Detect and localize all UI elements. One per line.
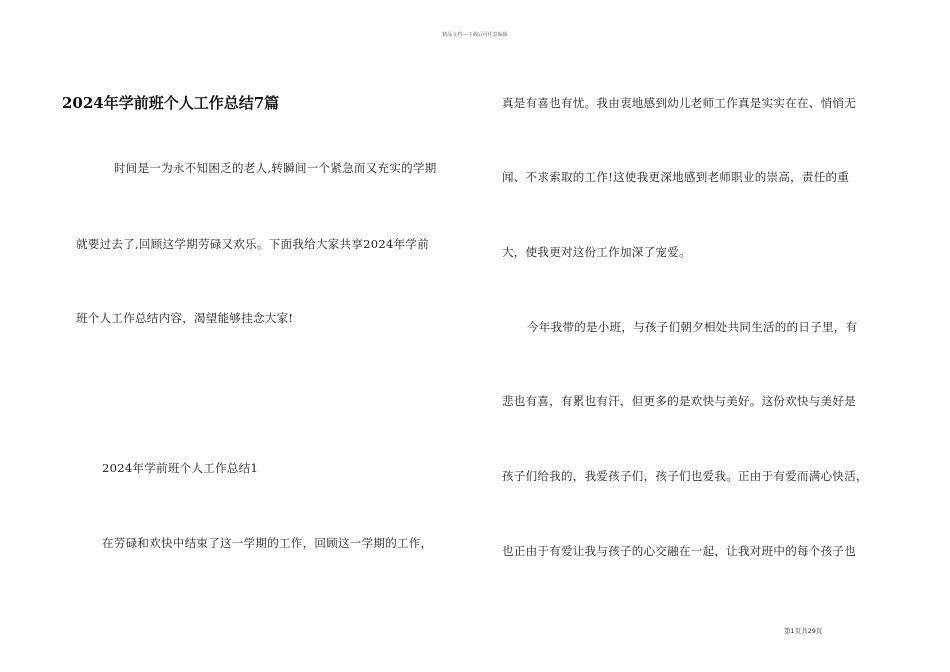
- intro-line-2: 就要过去了,回顾这学期劳碌又欢乐。下面我给大家共享2024年学前: [76, 237, 430, 251]
- right-line-7: 也正由于有爱让我与孩子的心交融在一起，让我对班中的每个孩子也: [502, 544, 856, 558]
- document-title: 2024年学前班个人工作总结7篇: [62, 94, 280, 112]
- section-subheading: 2024年学前班个人工作总结1: [102, 461, 259, 475]
- intro-line-1: 时间是一为永不知困乏的老人,转瞬间一个紧急而又充实的学期: [114, 161, 437, 175]
- right-line-5: 悲也有喜，有累也有汗，但更多的是欢快与美好。这份欢快与美好是: [502, 394, 856, 408]
- header-note: 精品文档---下载后可任意编辑: [442, 32, 508, 38]
- section1-line-1: 在劳碌和欢快中结束了这一学期的工作，回顾这一学期的工作，: [102, 536, 433, 550]
- right-line-2: 闻、不求索取的工作!这使我更深地感到老师职业的崇高，责任的重: [502, 170, 850, 184]
- right-line-1: 真是有喜也有忧。我由衷地感到幼儿老师工作真是实实在在、悄悄无: [502, 96, 856, 110]
- right-line-3: 大，使我更对这份工作加深了宠爱。: [502, 245, 691, 259]
- page-number: 第1页共29页: [784, 627, 823, 635]
- right-line-6: 孩子们给我的，我爱孩子们，孩子们也爱我。正由于有爱而满心快活，: [502, 469, 868, 483]
- intro-line-3: 班个人工作总结内容，渴望能够挂念大家!: [76, 311, 294, 325]
- right-line-4: 今年我带的是小班，与孩子们朝夕相处共同生活的的日子里，有: [527, 320, 858, 334]
